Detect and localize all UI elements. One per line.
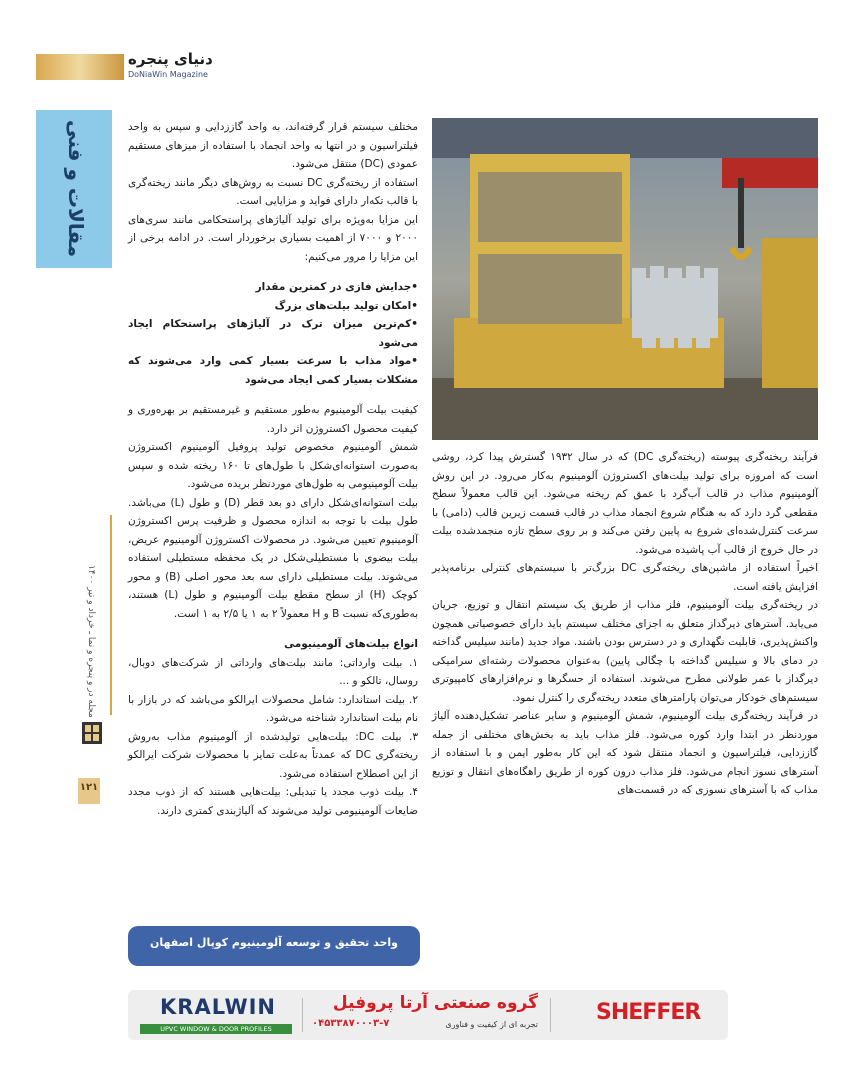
logo-gold-bar	[36, 54, 124, 80]
article-column-right	[432, 448, 818, 978]
sheffer-logo: SHEFFER	[596, 1000, 701, 1025]
advantage-item: •مواد مذاب با سرعت بسیار کمی وارد می‌شوند که مشکلات بسیار کمی ایجاد می‌شود	[128, 355, 418, 386]
ad-divider	[550, 998, 551, 1032]
section-label: مقالات و فنی	[64, 120, 88, 258]
billet-type-item: ۳. بیلت DC: بیلت‌هایی تولیدشده از آلومینیوم مذاب به‌روش ریخته‌گری DC که عمدتاً به‌علت تمایز با محصولات شرکت ایرالکو از این اصطلاح استفاده می‌شود.	[128, 730, 419, 780]
paragraph: اخیراً استفاده از ماشین‌های ریخته‌گری DC بزرگ‌تر با سیستم‌های کنترلی برنامه‌پذیر افزایش یافته است.	[432, 562, 818, 593]
billet-type-item: ۱. بیلت وارداتی: مانند بیلت‌های وارداتی از شرکت‌های دوبال، روسال، تالکو و ...	[128, 656, 418, 687]
paragraph: فرآیند ریخته‌گری پیوسته (ریخته‌گری DC) که در سال ۱۹۳۲ گسترش پیدا کرد، روشی است که امروزه برای تولید بیلت‌های اکستروژن آلومینیوم به‌کار می‌رود. در این روش آلومینیوم مذاب در قالب آب‌گرد با عمق کم ریخته می‌شود. این قالب معمولاً سطح مقطعی گرد دارد که به هنگام شروع انجماد مذاب در قالب قسمت زیرین قالب (دامی) با سرعت کنترل‌شده‌ای شروع به پایین رفتن می‌کند و بر روی سطح تازه منجمدشده بیلت در حال خروج از قالب آب پاشیده می‌شود.	[432, 451, 818, 556]
advantage-item: •امکان تولید بیلت‌های بزرگ	[274, 299, 418, 312]
window-icon	[80, 720, 104, 746]
section-heading: انواع بیلت‌های آلومینیومی	[284, 638, 418, 650]
author-caption: واحد تحقیق و توسعه آلومینیوم کوپال اصفهان	[149, 936, 399, 949]
casting-machine-photo	[432, 118, 818, 440]
page-number: ۱۲۱	[79, 782, 99, 793]
kralwin-tagline: UPVC WINDOW & DOOR PROFILES	[140, 1024, 292, 1034]
side-divider	[110, 515, 112, 715]
paragraph: استفاده از ریخته‌گری DC نسبت به روش‌های دیگر مانند ریخته‌گری با قالب تکه‌ار دارای فواید و مزایایی است.	[128, 176, 418, 207]
paragraph: کیفیت بیلت آلومینیوم به‌طور مستقیم و غیرمستقیم بر بهره‌وری و کیفیت محصول اکستروژن اثر دارد.	[128, 404, 418, 435]
advantage-item: •جدایش فازی در کمترین مقدار	[255, 281, 418, 293]
billet-type-item: ۲. بیلت استاندارد: شامل محصولات ایرالکو می‌باشد که در بازار با نام بیلت استاندارد شناخته می‌شود.	[128, 693, 418, 724]
paragraph: این مزایا به‌ویژه برای تولید آلیاژهای پراستحکامی مانند سری‌های ۲۰۰۰ و ۷۰۰۰ از اهمیت بسیاری برخوردار است. در ادامه برخی از این مزایا را مرور می‌کنیم:	[128, 213, 418, 263]
company-name: گروه صنعتی آرتا پروفیل	[332, 993, 538, 1013]
company-phone: ۰۴۵۳۳۸۷۰۰۰۳-۷	[312, 1018, 390, 1029]
company-tagline: تجربه ای از کیفیت و فناوری	[445, 1020, 538, 1029]
paragraph: در فرآیند ریخته‌گری بیلت آلومینیوم، شمش آلومینیوم و سایر عناصر تشکیل‌دهنده آلیاژ موردنظر در ابتدا وارد کوره می‌شود. فلز مذاب باید به بخش‌های مختلفی از جمله گاززدایی، فیلتراسیون و انجماد منتقل شود که این کار به‌طور ایمن و با استفاده از آسترهای نسوز انجام می‌شود. فلز مذاب درون کوره از طریق راهگاه‌های انتقال و توزیع مذاب که با آسترهای نسوزی که در قسمت‌های	[432, 710, 818, 796]
paragraph: بیلت استوانه‌ای‌شکل دارای دو بعد قطر (D) و طول (L) می‌باشد. طول بیلت با توجه به اندازه محصول و ظرفیت پرس اکستروژن آلومینیوم تعیین می‌شود. در محصولات اکستروژن آلومینیوم عریض، بیلت بیضوی با مستطیلی‌شکل در یک محفظه مستطیلی استفاده می‌شوند. بیلت مستطیلی دارای سه بعد محور اصلی (B) و محور کوچک (H) از سطح مقطع بیلت آلومینیوم و طول (L) هستند، به‌طوری‌که نسبت B و H معمولاً ۲ به ۱ یا ۲/۵ به ۱ است.	[128, 496, 419, 620]
advantage-item: •کم‌ترین میزان ترک در آلیاژهای پراستحکام ایجاد می‌شود	[128, 318, 418, 349]
paragraph: در ریخته‌گری بیلت آلومینیوم، فلز مذاب از طریق یک سیستم انتقال و توزیع، جریان می‌یابد. آسترهای دیرگداز متعلق به اجزای مختلف سیستم باید دارای خصوصیاتی همچون واکنش‌پذیری، قابلیت نگهداری و در دسترس بودن باشند. مواد جدید (مانند سیلیس گداخته در دمای بالا و سیلیس گداخته با چگالی پایین) به‌عنوان محصولات رشته‌ای سرامیکی دیرگداز با عمر طولانی مطرح می‌شوند. استفاده از حسگرها و نرم‌افزارهای کامپیوتری سیستم‌های خودکار می‌توان پارامترهای متعدد ریخته‌گری را کنترل نمود.	[432, 599, 818, 704]
article-column-left	[128, 118, 418, 898]
paragraph: شمش آلومینیوم مخصوص تولید پروفیل آلومینیوم اکستروژن به‌صورت استوانه‌ای‌شکل با طول‌های تا ۱۶۰ ریخته شده و سپس بیلت آلومینیومی به طول‌های موردنظر بریده می‌شود.	[128, 441, 419, 490]
paragraph: مختلف سیستم قرار گرفته‌اند، به واحد گاززدایی و سپس به واحد فیلتراسیون و در انتها به واحد انجماد با استفاده از میز‌های مستقیم عمودی (DC) منتقل می‌شود.	[128, 121, 418, 170]
issue-meta: مجله در و پنجره و نما ـ خرداد و تیر ۱۴۰۰	[86, 565, 96, 718]
magazine-logo: دنیای پنجره	[128, 50, 213, 68]
kralwin-logo: KRALWIN	[160, 995, 276, 1019]
magazine-logo-subtitle: DoNiaWin Magazine	[128, 70, 208, 79]
ad-divider	[302, 998, 303, 1032]
billet-type-item: ۴. بیلت ذوب مجدد یا تبدیلی: بیلت‌هایی هستند که از ذوب مجدد ضایعات آلومینیومی تولید می‌شوند که آلیاژبندی کمتری دارند.	[128, 786, 418, 817]
